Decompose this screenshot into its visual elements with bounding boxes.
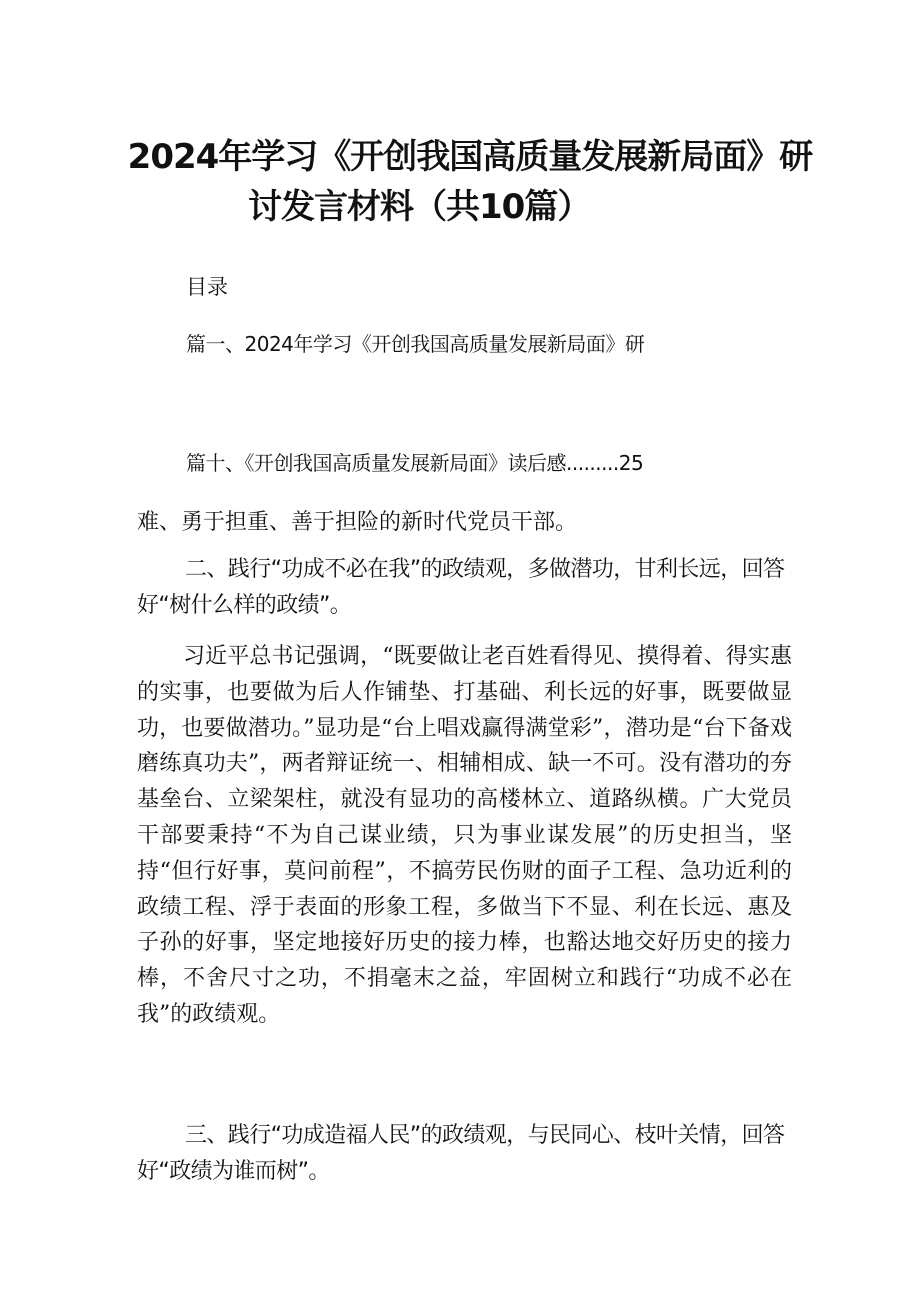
toc-item-1: 篇一、2024年学习《开创我国高质量发展新局面》研 (186, 332, 645, 356)
toc-item-10: 篇十、《开创我国高质量发展新局面》读后感.........25 (186, 451, 644, 475)
section-heading-3: 三、践行“功成造福人民”的政绩观，与民同心、枝叶关情，回答好“政绩为谁而树”。 (137, 1123, 785, 1184)
document-title-line-2: 讨发言材料（共10篇） (248, 187, 591, 227)
body-paragraph-section-2: 习近平总书记强调，“既要做让老百姓看得见、摸得着、得实惠的实事，也要做为后人作铺垫、打基础、利长远的好事，既要做显功，也要做潜功。”显功是“台上唱戏赢得满堂彩”，潜功是“台下备戏磨练真功夫”，两者辩证统一、相辅相成、缺一不可。没有潜功的夯基垒台、立梁架柱，就没有显功的高楼林立、道路纵横。广大党员干部要秉持“不为自己谋业绩，只为事业谋发展”的历史担当，坚持“但行好事，莫问前程”，不搞劳民伤财的面子工程、急功近利的政绩工程、浮于表面的形象工程，多做当下不显、利在长远、惠及子孙的好事，坚定地接好历史的接力棒，也豁达地交好历史的接力棒，不舍尺寸之功，不捐毫末之益，牢固树立和践行“功成不必在我”的政绩观。 (137, 644, 792, 1027)
section-heading-2: 二、践行“功成不必在我”的政绩观，多做潜功，甘利长远，回答好“树什么样的政绩”。 (137, 557, 785, 618)
document-title-line-1: 2024年学习《开创我国高质量发展新局面》研 (127, 137, 813, 177)
toc-heading: 目录 (186, 275, 228, 299)
body-paragraph-continuation: 难、勇于担重、善于担险的新时代党员干部。 (137, 510, 578, 535)
document-title (120, 132, 820, 232)
